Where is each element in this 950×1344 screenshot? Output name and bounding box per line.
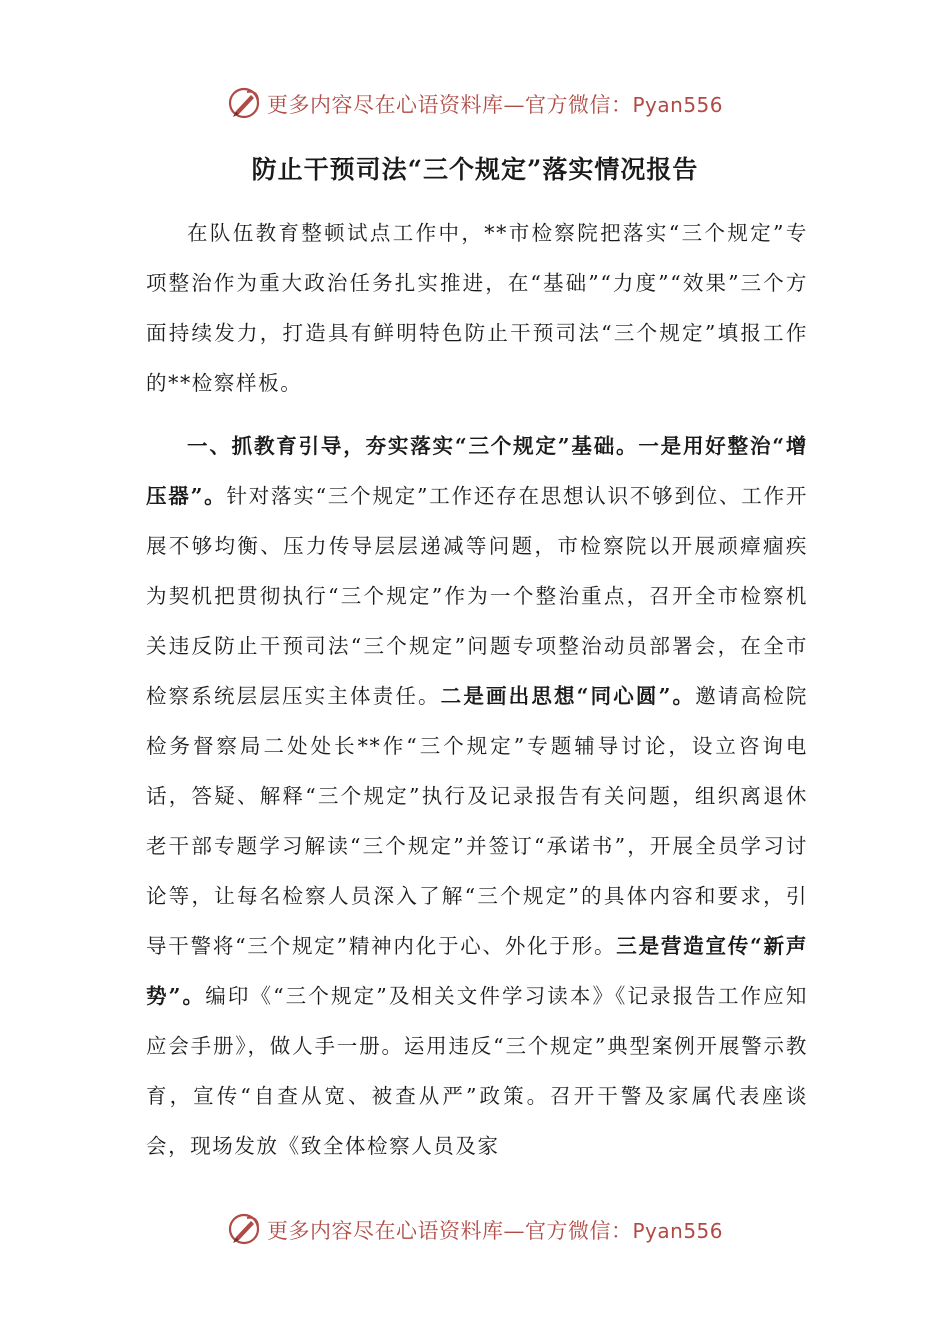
intro-paragraph: 在队伍教育整顿试点工作中，**市检察院把落实“三个规定”专项整治作为重大政治任务扎实推进，在“基础”“力度”“效果”三个方面持续发力，打造具有鲜明特色防止干预司法“三个规定”填报工作的**检察样板。 <box>146 221 808 395</box>
document-title: 防止干预司法“三个规定”落实情况报告 <box>251 155 699 184</box>
section-1-text-1: 针对落实“三个规定”工作还存在思想认识不够到位、工作开展不够均衡、压力传导层层递减等问题，市检察院以开展顽瘴痼疾为契机把贯彻执行“三个规定”作为一个整治重点，召开全市检察机关违反防止干预司法“三个规定”问题专项整治动员部署会，在全市检察系统层层压实主体责任。 <box>146 484 808 708</box>
section-1-paragraph <box>146 421 808 1171</box>
section-1-point-3: 三是营造宣传“新声势”。 <box>146 934 808 1008</box>
footer-watermark-banner <box>0 1210 950 1250</box>
section-1-heading: 一、抓教育引导，夯实落实“三个规定”基础。一是用好整治“增压器”。 <box>146 434 808 508</box>
pen-logo-icon <box>227 86 263 122</box>
document-body <box>146 208 808 1171</box>
watermark-text: 更多内容尽在心语资料库—官方微信：Pyan556 <box>266 93 723 117</box>
section-1-text-2: 邀请高检院检务督察局二处处长**作“三个规定”专题辅导讨论，设立咨询电话，答疑、解释“三个规定”执行及记录报告有关问题，组织离退休老干部专题学习解读“三个规定”并签订“承诺书”，开展全员学习讨论等，让每名检察人员深入了解“三个规定”的具体内容和要求，引导干警将“三个规定”精神内化于心、外化于形。 <box>146 684 808 958</box>
header-watermark-banner <box>0 84 950 124</box>
section-1-text-3: 编印《“三个规定”及相关文件学习读本》《记录报告工作应知应会手册》，做人手一册。运用违反“三个规定”典型案例开展警示教育，宣传“自查从宽、被查从严”政策。召开干警及家属代表座谈会，现场发放《致全体检察人员及家 <box>146 984 808 1158</box>
watermark-text: 更多内容尽在心语资料库—官方微信：Pyan556 <box>266 1219 723 1243</box>
pen-logo-icon <box>227 1212 263 1248</box>
section-1-point-2: 二是画出思想“同心圆”。 <box>440 684 696 708</box>
